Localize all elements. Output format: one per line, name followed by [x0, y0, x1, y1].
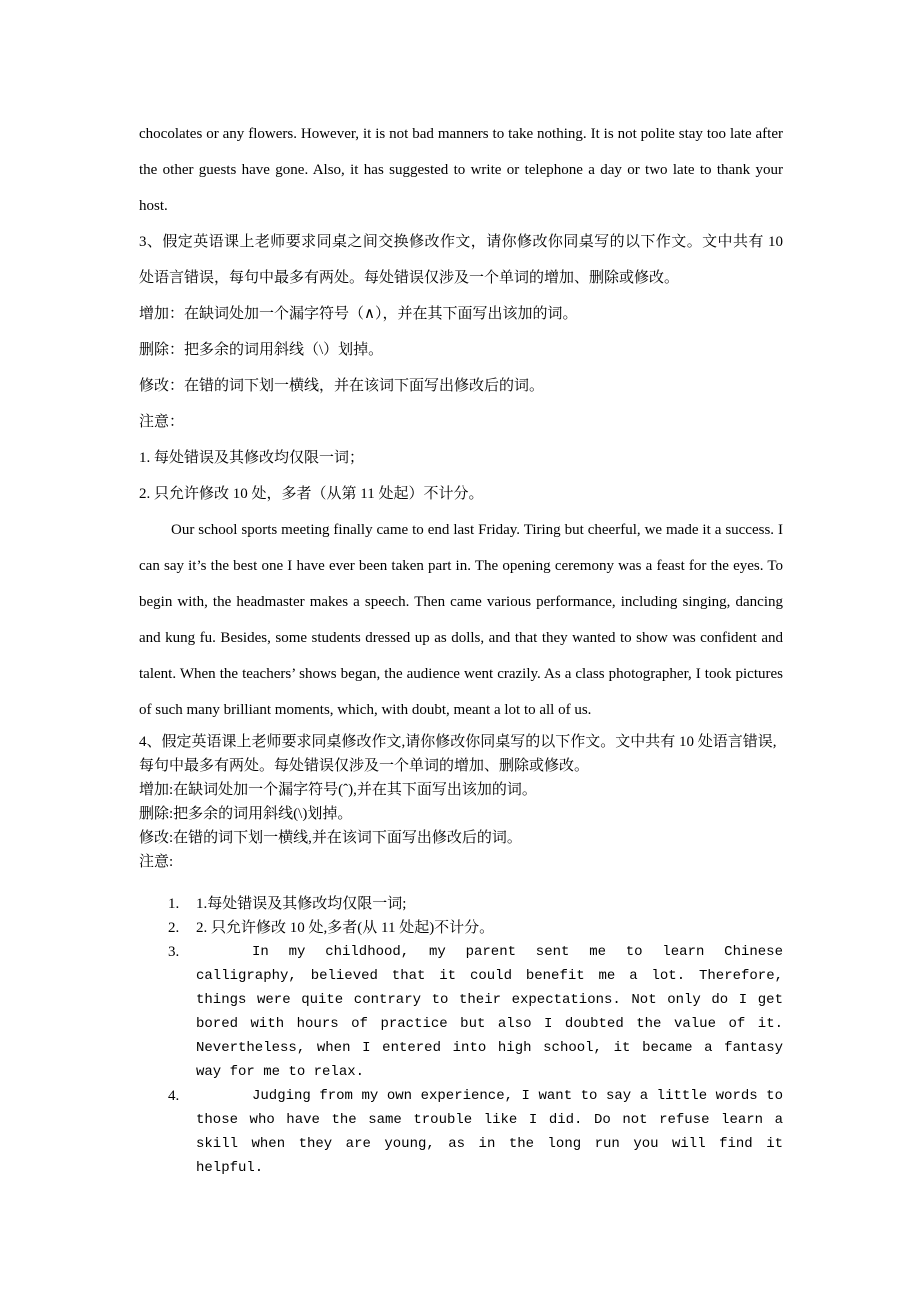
section4-add-rule: 增加:在缺词处加一个漏字符号(ˆ),并在其下面写出该加的词。: [139, 782, 537, 798]
section4-prompt: 4、假定英语课上老师要求同桌修改作文,请你修改你同桌写的以下作文。文中共有 10 处语言错误,每句中最多有两处。每处错误仅涉及一个单词的增加、删除或修改。: [139, 734, 777, 774]
section4: [139, 730, 783, 1180]
section3-note-2: 2. 只允许修改 10 处，多者（从第 11 处起）不计分。: [139, 486, 484, 502]
list-item: [139, 1084, 783, 1180]
section3-delete-rule: 删除：把多余的词用斜线（\）划掉。: [139, 342, 384, 358]
section4-delete-rule: 删除:把多余的词用斜线(\)划掉。: [139, 806, 353, 822]
section3-note-1: 1. 每处错误及其修改均仅限一词；: [139, 450, 365, 466]
list-text: In my childhood, my parent sent me to learn Chinese calligraphy, believed that it could benefit me a lot. Therefore, things were quite contrary to their expectations. Not only do I get bored with hours of practice but also I doubted the value of it. Nevertheless, when I entered into high school, it became a fantasy way for me to relax.: [196, 944, 783, 1080]
section3-note-heading: 注意：: [139, 414, 185, 430]
list-item: [139, 916, 783, 940]
section4-modify-rule: 修改:在错的词下划一横线,并在该词下面写出修改后的词。: [139, 830, 522, 846]
list-item: [139, 940, 783, 1084]
section3-prompt: 3、假定英语课上老师要求同桌之间交换修改作文，请你修改你同桌写的以下作文。文中共有 10 处语言错误，每句中最多有两处。每处错误仅涉及一个单词的增加、删除或修改。: [139, 234, 783, 286]
list-text: 1.每处错误及其修改均仅限一词;: [196, 896, 407, 912]
list-text: Judging from my own experience, I want to say a little words to those who have the same trouble like I did. Do not refuse learn a skill when they are young, as in the long run you will find it helpful.: [196, 1088, 783, 1176]
section3: [139, 224, 783, 728]
section3-essay: Our school sports meeting finally came to end last Friday. Tiring but cheerful, we made it a success. I can say it’s the best one I have ever been taken part in. The opening ceremony was a feast for the eyes. To begin with, the headmaster makes a speech. Then came various performance, including singing, dancing and kung fu. Besides, some students dressed up as dolls, and that they wanted to show was confident and talent. When the teachers’ shows began, the audience went crazily. As a class photographer, I took pictures of such many brilliant moments, which, with doubt, meant a lot to all of us.: [139, 522, 783, 718]
section2-tail-paragraph: chocolates or any flowers. However, it is not bad manners to take nothing. It is not polite stay too late after the other guests have gone. Also, it has suggested to write or telephone a day or two late to thank your host.: [139, 126, 783, 214]
section3-add-rule: 增加：在缺词处加一个漏字符号（∧），并在其下面写出该加的词。: [139, 306, 578, 322]
list-number: 1.: [168, 896, 180, 912]
list-item: [139, 892, 783, 916]
section3-modify-rule: 修改：在错的词下划一横线，并在该词下面写出修改后的词。: [139, 378, 545, 394]
document-page: [139, 116, 783, 1180]
list-number: 2.: [168, 920, 180, 936]
list-text: 2. 只允许修改 10 处,多者(从 11 处起)不计分。: [196, 920, 495, 936]
section4-list: [139, 892, 783, 1180]
list-number: 3.: [168, 944, 180, 960]
list-number: 4.: [168, 1088, 180, 1104]
section4-note-heading: 注意:: [139, 854, 174, 870]
